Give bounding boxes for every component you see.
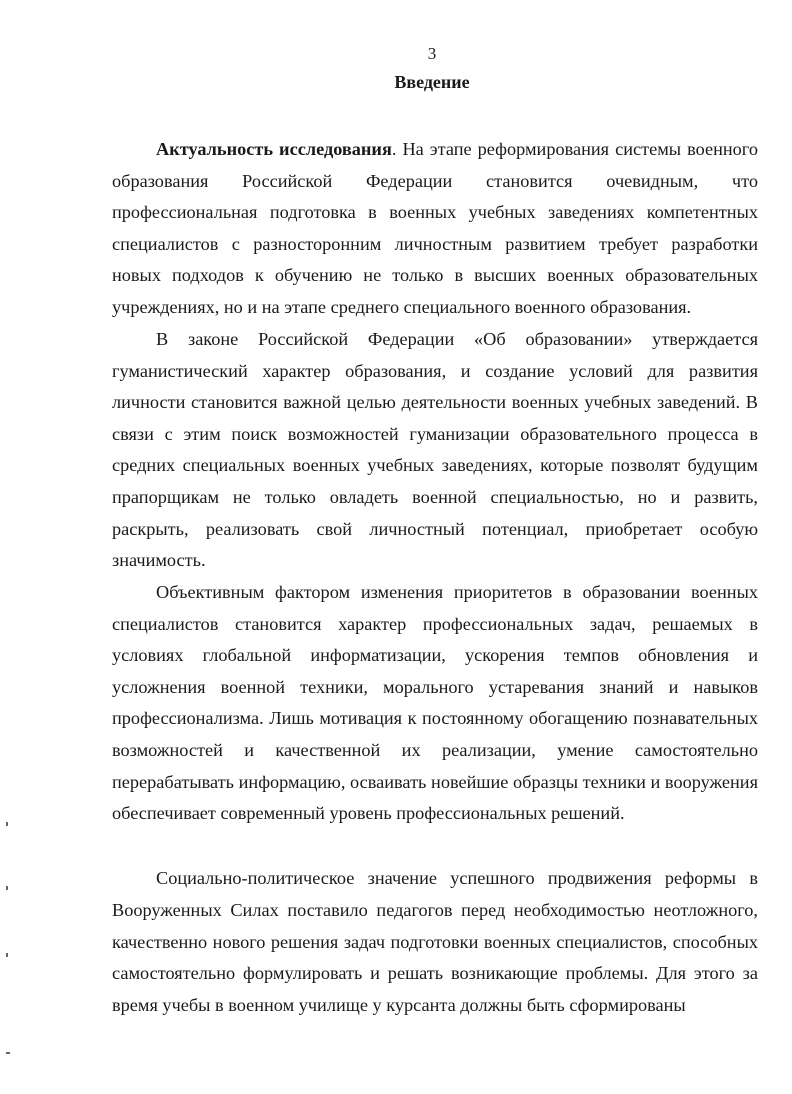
scan-mark [6, 953, 8, 957]
paragraph-law: В законе Российской Федерации «Об образовании» утверждается гуманистический характер образования, и создание условий для развития личности становится важной целью деятельности военных учебных заведений. В связи с этим поиск возможностей гуманизации образовательного процесса в средних специальных военных учебных заведениях, которые позволят будущим прапорщикам не только овладеть военной специальностью, но и развить, раскрыть, реализовать свой личностный потенциал, приобретает особую значимость. [112, 329, 758, 571]
page-number: 3 [427, 44, 437, 63]
scan-mark [6, 886, 8, 890]
paragraph-socio-political: Социально-политическое значение успешного продвижения реформы в Вооруженных Силах поставило педагогов перед необходимостью неотложного, качественно нового решения задач подготовки военных специалистов, способных самостоятельно формулировать и решать возникающие проблемы. Для этого за время учебы в военном училище у курсанта должны быть сформированы [112, 868, 758, 1016]
paragraph-objective-factor: Объективным фактором изменения приоритетов в образовании военных специалистов становится характер профессиональных задач, решаемых в условиях глобальной информатизации, ускорения темпов обновления и усложнения военной техники, морального устаревания знаний и навыков профессионализма. Лишь мотивация к постоянному обогащению познавательных возможностей и качественной их реализации, умение самостоятельно перерабатывать информацию, осваивать новейшие образцы техники и вооружения обеспечивает современный уровень профессиональных решений. [112, 582, 758, 824]
scan-mark [6, 1052, 10, 1054]
body-text [112, 134, 758, 1022]
relevance-text: . На этапе реформирования системы военного образования Российской Федерации становится очевидным, что профессиональная подготовка в военных учебных заведениях компетентных специалистов с разносторонним личностным развитием требует разработки новых подходов к обучению не только в высших военных образовательных учреждениях, но и на этапе среднего специального военного образования. [112, 139, 758, 317]
paragraph-relevance [112, 134, 758, 324]
relevance-lead: Актуальность исследования [156, 139, 392, 159]
scan-mark [6, 822, 8, 826]
section-heading: Введение [394, 72, 470, 92]
